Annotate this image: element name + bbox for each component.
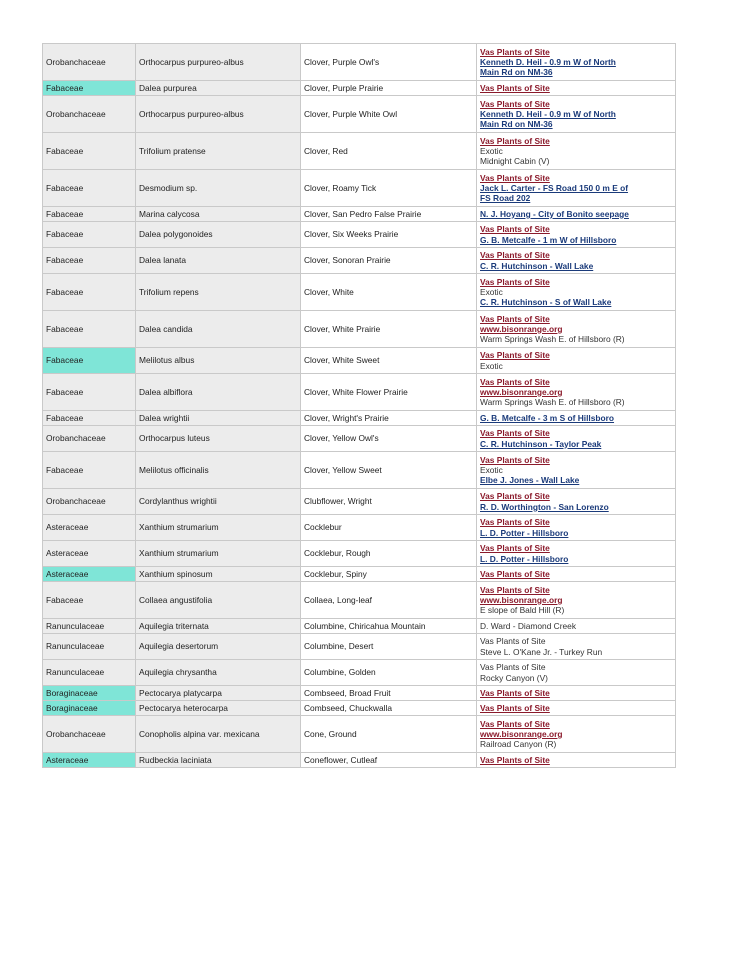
table-row bbox=[43, 686, 676, 701]
common-name-cell: Clover, Six Weeks Prairie bbox=[301, 222, 477, 248]
table-row bbox=[43, 541, 676, 567]
table-row bbox=[43, 96, 676, 133]
scientific-name-cell: Dalea polygonoides bbox=[136, 222, 301, 248]
source-cell bbox=[477, 311, 676, 348]
common-name-cell: Combseed, Chuckwalla bbox=[301, 701, 477, 716]
common-name-cell: Clover, Sonoran Prairie bbox=[301, 248, 477, 274]
table-row bbox=[43, 515, 676, 541]
source-link[interactable]: Vas Plants of Site bbox=[480, 135, 550, 146]
family-cell: Ranunculaceae bbox=[43, 634, 136, 660]
table-row bbox=[43, 634, 676, 660]
scientific-name-cell: Trifolium pratense bbox=[136, 133, 301, 170]
source-link[interactable]: Vas Plants of Site bbox=[480, 224, 550, 235]
family-cell: Asteraceae bbox=[43, 515, 136, 541]
source-cell bbox=[477, 133, 676, 170]
source-cell bbox=[477, 426, 676, 452]
scientific-name-cell: Cordylanthus wrightii bbox=[136, 489, 301, 515]
table-row bbox=[43, 348, 676, 374]
common-name-cell: Clover, San Pedro False Prairie bbox=[301, 207, 477, 222]
source-note: Exotic bbox=[480, 360, 503, 371]
source-note: Exotic bbox=[480, 464, 503, 475]
table-row bbox=[43, 248, 676, 274]
family-cell: Boraginaceae bbox=[43, 701, 136, 716]
source-link[interactable]: Vas Plants of Site bbox=[480, 584, 550, 595]
common-name-cell: Combseed, Broad Fruit bbox=[301, 686, 477, 701]
family-cell: Fabaceae bbox=[43, 582, 136, 619]
source-link[interactable]: FS Road 202 bbox=[480, 193, 531, 204]
source-cell bbox=[477, 753, 676, 768]
source-link[interactable]: www.bisonrange.org bbox=[480, 594, 563, 605]
family-cell: Fabaceae bbox=[43, 170, 136, 207]
family-cell: Ranunculaceae bbox=[43, 619, 136, 634]
family-cell: Ranunculaceae bbox=[43, 660, 136, 686]
table-row bbox=[43, 222, 676, 248]
source-cell bbox=[477, 686, 676, 701]
table-row bbox=[43, 44, 676, 81]
source-note: Midnight Cabin (V) bbox=[480, 156, 550, 167]
table-row bbox=[43, 311, 676, 348]
family-cell: Orobanchaceae bbox=[43, 489, 136, 515]
source-link[interactable]: Vas Plants of Site bbox=[480, 754, 550, 765]
source-link[interactable]: G. B. Metcalfe - 1 m W of Hillsboro bbox=[480, 234, 617, 245]
source-link[interactable]: L. D. Potter - Hillsboro bbox=[480, 527, 569, 538]
table-row bbox=[43, 426, 676, 452]
source-link[interactable]: www.bisonrange.org bbox=[480, 323, 563, 334]
scientific-name-cell: Aquilegia desertorum bbox=[136, 634, 301, 660]
scientific-name-cell: Orthocarpus purpureo-albus bbox=[136, 96, 301, 133]
source-link[interactable]: Vas Plants of Site bbox=[480, 517, 550, 528]
source-link[interactable]: Vas Plants of Site bbox=[480, 543, 550, 554]
common-name-cell: Clover, Red bbox=[301, 133, 477, 170]
source-link[interactable]: Vas Plants of Site bbox=[480, 172, 550, 183]
source-cell bbox=[477, 701, 676, 716]
scientific-name-cell: Conopholis alpina var. mexicana bbox=[136, 716, 301, 753]
source-link[interactable]: Main Rd on NM-36 bbox=[480, 119, 553, 130]
source-link[interactable]: Vas Plants of Site bbox=[480, 250, 550, 261]
source-note: Railroad Canyon (R) bbox=[480, 739, 557, 750]
source-note: Rocky Canyon (V) bbox=[480, 672, 548, 683]
source-link[interactable]: Main Rd on NM-36 bbox=[480, 67, 553, 78]
common-name-cell: Collaea, Long-leaf bbox=[301, 582, 477, 619]
scientific-name-cell: Pectocarya heterocarpa bbox=[136, 701, 301, 716]
family-cell: Fabaceae bbox=[43, 348, 136, 374]
scientific-name-cell: Xanthium strumarium bbox=[136, 515, 301, 541]
source-link[interactable]: R. D. Worthington - San Lorenzo bbox=[480, 501, 609, 512]
scientific-name-cell: Desmodium sp. bbox=[136, 170, 301, 207]
source-note: Exotic bbox=[480, 286, 503, 297]
source-cell bbox=[477, 96, 676, 133]
source-cell bbox=[477, 619, 676, 634]
common-name-cell: Columbine, Chiricahua Mountain bbox=[301, 619, 477, 634]
source-note: E slope of Bald Hill (R) bbox=[480, 605, 565, 616]
scientific-name-cell: Orthocarpus luteus bbox=[136, 426, 301, 452]
source-cell bbox=[477, 222, 676, 248]
common-name-cell: Clover, Wright's Prairie bbox=[301, 411, 477, 426]
table-row bbox=[43, 374, 676, 411]
source-link[interactable]: www.bisonrange.org bbox=[480, 728, 563, 739]
family-cell: Boraginaceae bbox=[43, 686, 136, 701]
source-cell bbox=[477, 541, 676, 567]
source-link[interactable]: www.bisonrange.org bbox=[480, 386, 563, 397]
common-name-cell: Cone, Ground bbox=[301, 716, 477, 753]
source-link[interactable]: Vas Plants of Site bbox=[480, 276, 550, 287]
family-cell: Asteraceae bbox=[43, 753, 136, 768]
source-link[interactable]: Vas Plants of Site bbox=[480, 568, 550, 579]
source-link[interactable]: Vas Plants of Site bbox=[480, 718, 550, 729]
source-cell bbox=[477, 567, 676, 582]
family-cell: Orobanchaceae bbox=[43, 426, 136, 452]
source-link[interactable]: C. R. Hutchinson - Wall Lake bbox=[480, 260, 594, 271]
source-link[interactable]: Vas Plants of Site bbox=[480, 313, 550, 324]
table-row bbox=[43, 274, 676, 311]
source-link[interactable]: N. J. Hoyang - City of Bonito seepage bbox=[480, 208, 629, 219]
source-cell bbox=[477, 411, 676, 426]
scientific-name-cell: Aquilegia chrysantha bbox=[136, 660, 301, 686]
source-cell bbox=[477, 660, 676, 686]
source-link[interactable]: C. R. Hutchinson - S of Wall Lake bbox=[480, 297, 612, 308]
common-name-cell: Clover, White Prairie bbox=[301, 311, 477, 348]
family-cell: Orobanchaceae bbox=[43, 716, 136, 753]
family-cell: Fabaceae bbox=[43, 374, 136, 411]
family-cell: Asteraceae bbox=[43, 567, 136, 582]
scientific-name-cell: Dalea purpurea bbox=[136, 81, 301, 96]
scientific-name-cell: Xanthium spinosum bbox=[136, 567, 301, 582]
family-cell: Fabaceae bbox=[43, 133, 136, 170]
source-cell bbox=[477, 582, 676, 619]
table-row bbox=[43, 660, 676, 686]
source-link[interactable]: Vas Plants of Site bbox=[480, 350, 550, 361]
family-cell: Fabaceae bbox=[43, 274, 136, 311]
source-note: D. Ward - Diamond Creek bbox=[480, 620, 577, 631]
table-row bbox=[43, 619, 676, 634]
common-name-cell: Clover, White bbox=[301, 274, 477, 311]
common-name-cell: Clover, White Flower Prairie bbox=[301, 374, 477, 411]
common-name-cell: Clover, Purple White Owl bbox=[301, 96, 477, 133]
source-link[interactable]: Vas Plants of Site bbox=[480, 702, 550, 713]
common-name-cell: Columbine, Desert bbox=[301, 634, 477, 660]
table-row bbox=[43, 489, 676, 515]
source-link[interactable]: C. R. Hutchinson - Taylor Peak bbox=[480, 438, 602, 449]
scientific-name-cell: Aquilegia triternata bbox=[136, 619, 301, 634]
table-row bbox=[43, 81, 676, 96]
scientific-name-cell: Pectocarya platycarpa bbox=[136, 686, 301, 701]
source-link[interactable]: Kenneth D. Heil - 0.9 m W of North bbox=[480, 56, 616, 67]
table-row bbox=[43, 411, 676, 426]
table-row bbox=[43, 170, 676, 207]
table-row bbox=[43, 567, 676, 582]
source-cell bbox=[477, 170, 676, 207]
source-cell bbox=[477, 44, 676, 81]
table-row bbox=[43, 716, 676, 753]
source-cell bbox=[477, 452, 676, 489]
common-name-cell: Cocklebur bbox=[301, 515, 477, 541]
common-name-cell: Clover, Roamy Tick bbox=[301, 170, 477, 207]
source-cell bbox=[477, 489, 676, 515]
source-link[interactable]: Vas Plants of Site bbox=[480, 687, 550, 698]
source-note: Vas Plants of Site bbox=[480, 636, 546, 647]
family-cell: Fabaceae bbox=[43, 222, 136, 248]
source-note: Vas Plants of Site bbox=[480, 662, 546, 673]
source-link[interactable]: Vas Plants of Site bbox=[480, 428, 550, 439]
source-link[interactable]: Vas Plants of Site bbox=[480, 46, 550, 57]
family-cell: Orobanchaceae bbox=[43, 44, 136, 81]
scientific-name-cell: Dalea candida bbox=[136, 311, 301, 348]
source-link[interactable]: G. B. Metcalfe - 3 m S of Hillsboro bbox=[480, 412, 615, 423]
source-cell bbox=[477, 248, 676, 274]
scientific-name-cell: Xanthium strumarium bbox=[136, 541, 301, 567]
scientific-name-cell: Dalea albiflora bbox=[136, 374, 301, 411]
source-link[interactable]: Elbe J. Jones - Wall Lake bbox=[480, 475, 580, 486]
source-cell bbox=[477, 515, 676, 541]
family-cell: Fabaceae bbox=[43, 311, 136, 348]
table-row bbox=[43, 753, 676, 768]
scientific-name-cell: Dalea lanata bbox=[136, 248, 301, 274]
source-note: Exotic bbox=[480, 145, 503, 156]
source-cell bbox=[477, 716, 676, 753]
source-cell bbox=[477, 348, 676, 374]
common-name-cell: Cocklebur, Rough bbox=[301, 541, 477, 567]
common-name-cell: Columbine, Golden bbox=[301, 660, 477, 686]
common-name-cell: Clover, Purple Owl's bbox=[301, 44, 477, 81]
common-name-cell: Clover, Yellow Owl's bbox=[301, 426, 477, 452]
plant-list-table bbox=[42, 43, 676, 768]
source-cell bbox=[477, 374, 676, 411]
common-name-cell: Clubflower, Wright bbox=[301, 489, 477, 515]
plant-list-body bbox=[43, 44, 676, 768]
family-cell: Fabaceae bbox=[43, 207, 136, 222]
source-note: Warm Springs Wash E. of Hillsboro (R) bbox=[480, 334, 625, 345]
family-cell: Asteraceae bbox=[43, 541, 136, 567]
family-cell: Fabaceae bbox=[43, 248, 136, 274]
common-name-cell: Clover, White Sweet bbox=[301, 348, 477, 374]
scientific-name-cell: Rudbeckia laciniata bbox=[136, 753, 301, 768]
table-row bbox=[43, 133, 676, 170]
source-link[interactable]: Jack L. Carter - FS Road 150 0 m E of bbox=[480, 182, 629, 193]
common-name-cell: Cocklebur, Spiny bbox=[301, 567, 477, 582]
source-note: Warm Springs Wash E. of Hillsboro (R) bbox=[480, 397, 625, 408]
source-cell bbox=[477, 81, 676, 96]
scientific-name-cell: Collaea angustifolia bbox=[136, 582, 301, 619]
common-name-cell: Clover, Yellow Sweet bbox=[301, 452, 477, 489]
table-row bbox=[43, 701, 676, 716]
source-cell bbox=[477, 207, 676, 222]
source-link[interactable]: Vas Plants of Site bbox=[480, 376, 550, 387]
family-cell: Orobanchaceae bbox=[43, 96, 136, 133]
scientific-name-cell: Trifolium repens bbox=[136, 274, 301, 311]
family-cell: Fabaceae bbox=[43, 411, 136, 426]
source-cell bbox=[477, 274, 676, 311]
scientific-name-cell: Marina calycosa bbox=[136, 207, 301, 222]
source-cell bbox=[477, 634, 676, 660]
common-name-cell: Coneflower, Cutleaf bbox=[301, 753, 477, 768]
source-link[interactable]: Vas Plants of Site bbox=[480, 98, 550, 109]
scientific-name-cell: Melilotus albus bbox=[136, 348, 301, 374]
family-cell: Fabaceae bbox=[43, 81, 136, 96]
source-link[interactable]: Vas Plants of Site bbox=[480, 491, 550, 502]
source-note: Steve L. O'Kane Jr. - Turkey Run bbox=[480, 646, 603, 657]
family-cell: Fabaceae bbox=[43, 452, 136, 489]
scientific-name-cell: Melilotus officinalis bbox=[136, 452, 301, 489]
common-name-cell: Clover, Purple Prairie bbox=[301, 81, 477, 96]
scientific-name-cell: Dalea wrightii bbox=[136, 411, 301, 426]
table-row bbox=[43, 582, 676, 619]
table-row bbox=[43, 207, 676, 222]
source-link[interactable]: L. D. Potter - Hillsboro bbox=[480, 553, 569, 564]
source-link[interactable]: Vas Plants of Site bbox=[480, 454, 550, 465]
source-link[interactable]: Kenneth D. Heil - 0.9 m W of North bbox=[480, 108, 616, 119]
scientific-name-cell: Orthocarpus purpureo-albus bbox=[136, 44, 301, 81]
table-row bbox=[43, 452, 676, 489]
source-link[interactable]: Vas Plants of Site bbox=[480, 82, 550, 93]
